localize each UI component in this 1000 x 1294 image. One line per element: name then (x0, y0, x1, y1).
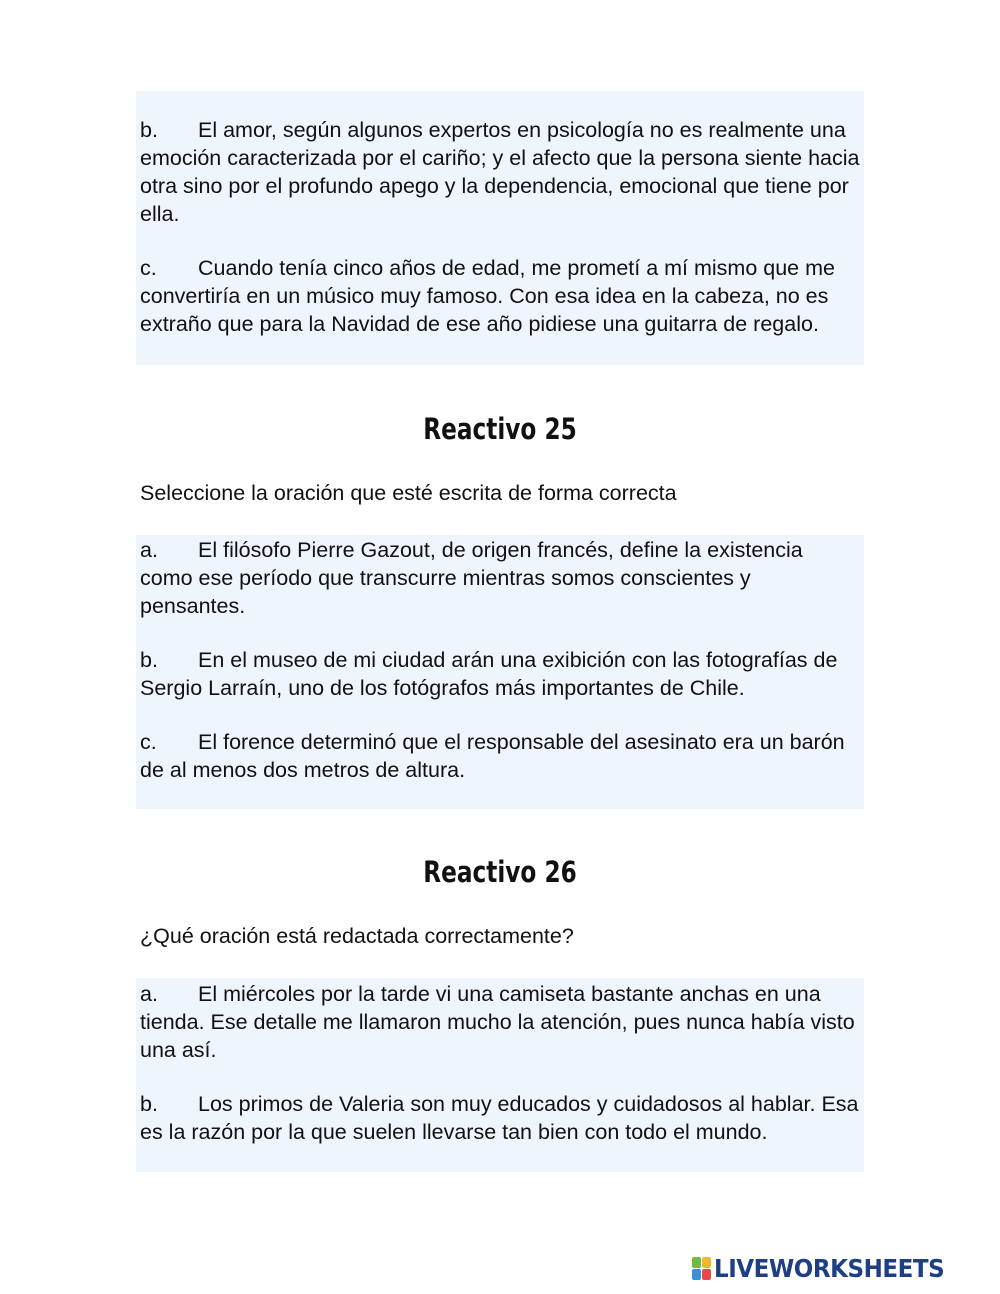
options-block-top (136, 91, 864, 365)
option-text: El filósofo Pierre Gazout, de origen francés, define la existencia como ese período que transcurre mientras somos conscientes y pensantes. (140, 538, 803, 618)
option-text: Cuando tenía cinco años de edad, me prometí a mí mismo que me convertiría en un músico muy famoso. Con esa idea en la cabeza, no es extraño que para la Navidad de ese año pidiese una guitarra de regalo. (140, 256, 835, 336)
option-text: El amor, según algunos expertos en psicología no es realmente una emoción caracterizada por el cariño; y el afecto que la persona siente hacia otra sino por el profundo apego y la dependencia, emocional que tiene por ella. (140, 118, 860, 226)
option-b[interactable] (140, 1090, 860, 1146)
option-c[interactable] (140, 254, 860, 338)
reactivo-26-title: Reactivo 26 (423, 855, 577, 889)
option-text: El miércoles por la tarde vi una camiseta bastante anchas en una tienda. Ese detalle me llamaron mucho la atención, pues nunca había visto una así. (140, 982, 855, 1062)
options-block-reactivo-25 (136, 535, 864, 809)
option-letter: b. (140, 1092, 158, 1116)
liveworksheets-logo (692, 1254, 964, 1283)
logo-square-icon (692, 1269, 701, 1280)
option-text: En el museo de mi ciudad arán una exibición con las fotografías de Sergio Larraín, uno de los fotógrafos más importantes de Chile. (140, 648, 838, 700)
option-letter: b. (140, 118, 158, 142)
logo-mark-icon (692, 1257, 711, 1280)
reactivo-25-title: Reactivo 25 (423, 412, 577, 446)
option-letter: a. (140, 538, 158, 562)
logo-square-icon (702, 1257, 711, 1268)
option-a[interactable] (140, 980, 860, 1064)
logo-square-icon (692, 1257, 701, 1268)
option-b[interactable] (140, 646, 860, 702)
logo-square-icon (702, 1269, 711, 1280)
option-c[interactable] (140, 728, 860, 784)
option-a[interactable] (140, 536, 860, 620)
option-b[interactable] (140, 116, 860, 228)
option-letter: c. (140, 730, 157, 754)
reactivo-25-prompt: Seleccione la oración que esté escrita de forma correcta (140, 481, 677, 505)
logo-text: LIVEWORKSHEETS (714, 1254, 945, 1283)
option-text: Los primos de Valeria son muy educados y cuidadosos al hablar. Esa es la razón por la que suelen llevarse tan bien con todo el mundo. (140, 1092, 859, 1144)
option-letter: b. (140, 648, 158, 672)
reactivo-26-prompt: ¿Qué oración está redactada correctamente? (140, 924, 574, 948)
option-text: El forence determinó que el responsable del asesinato era un barón de al menos dos metros de altura. (140, 730, 845, 782)
option-letter: c. (140, 256, 157, 280)
option-letter: a. (140, 982, 158, 1006)
options-block-reactivo-26 (136, 978, 864, 1172)
